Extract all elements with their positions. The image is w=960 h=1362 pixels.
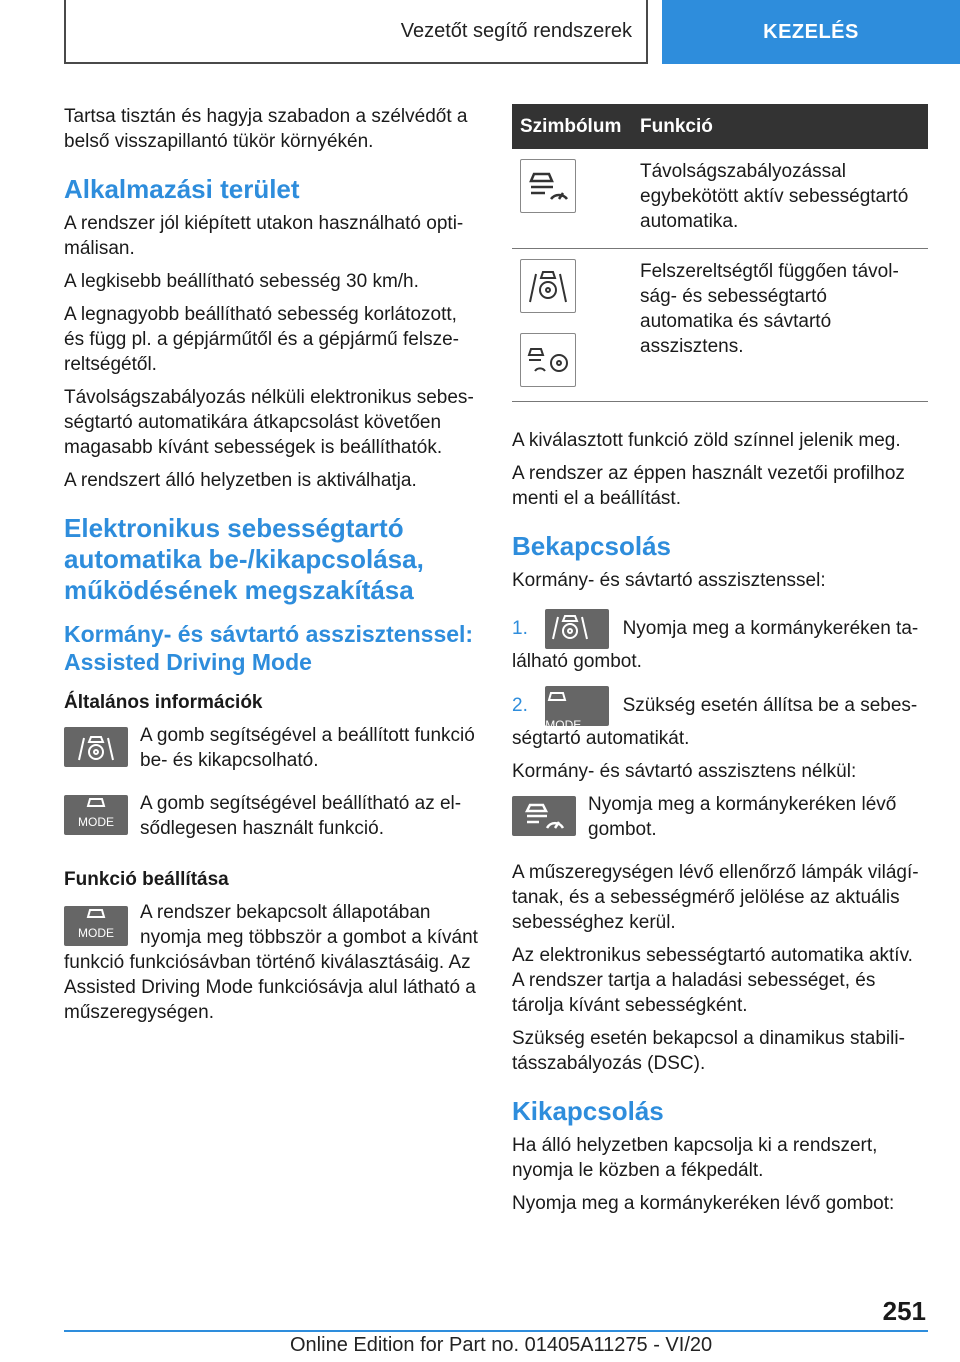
mode-label: MODE [78, 814, 114, 829]
paragraph: A műszeregységen lévő ellenőrző lámpák világítanak, és a sebességmérő jelölése az aktuális sebességhez kerül. [512, 862, 919, 933]
heading-bekapcsolas: Bekapcsolás [512, 531, 671, 561]
step-text: Nyomja meg a kormánykeréken található gombot. [512, 618, 919, 672]
paragraph: Szükség esetén bekapcsol a dinamikus stabilitásszabályozás (DSC). [512, 1028, 905, 1074]
left-column [64, 104, 480, 1033]
steering-distance-icon [520, 333, 576, 387]
right-column [512, 104, 928, 1224]
distance-control-icon [520, 159, 576, 213]
table-cell-function: Felszereltségtől függően távolság- és sebességtartó automatika és sávtartó asszisztens. [632, 249, 928, 402]
step-1 [512, 609, 928, 674]
paragraph: A kiválasztott funkció zöld színnel jelenik meg. [512, 430, 901, 451]
heading-kormany: Kormány- és sávtartó asszisztenssel: Assisted Driving Mode [64, 621, 474, 675]
heading-altalanos: Általános információk [64, 692, 263, 713]
info-text: A gomb segítségével a beállított funkció be- és kikapcsolható. [140, 725, 475, 771]
paragraph: A rendszer az éppen használt vezetői profilhoz menti el a beállítást. [512, 463, 905, 509]
table-cell-function: Távolságszabályozással egybekötött aktív sebességtartó automatika. [632, 149, 928, 249]
header-section-title: Vezetőt segítő rendszerek [400, 19, 632, 42]
symbol-table [512, 104, 928, 402]
funkcio-text: A rendszer bekapcsolt állapotában nyomja meg többször a gombot a kívánt funkció funkciósávban történő kiválasztásáig. Az Assisted Driving Mode funkciósávja alul látható a műszeregységen. [64, 902, 478, 1023]
funkcio-block [64, 900, 480, 1025]
paragraph: Kormány- és sávtartó asszisztenssel: [512, 570, 826, 591]
header-section-box [64, 0, 648, 64]
info-row-assist [64, 723, 480, 777]
mode-label: MODE [78, 925, 114, 940]
paragraph: Kormány- és sávtartó asszisztens nélkül: [512, 761, 857, 782]
steering-assist-icon [520, 259, 576, 313]
steering-assist-icon [545, 609, 609, 649]
mode-label: MODE [545, 718, 582, 732]
table-header-row [512, 104, 928, 149]
paragraph: Távolságszabályozás nélküli elektronikus sebességtartó automatikára átkapcsolást követően magasabb kívánt sebességek is beállíthatók. [64, 387, 474, 458]
paragraph: A rendszer jól kiépített utakon használható optimálisan. [64, 213, 464, 259]
step-number: 1. [512, 618, 528, 640]
press-button-row [512, 792, 928, 846]
paragraph: Ha álló helyzetben kapcsolja ki a rendszert, nyomja le közben a fékpedált. [512, 1135, 878, 1181]
step-number: 2. [512, 695, 528, 717]
heading-funkcio: Funkció beállítása [64, 869, 229, 890]
table-header-symbol: Szimbólum [512, 104, 632, 149]
info-row-mode [64, 791, 480, 845]
table-row [512, 249, 928, 402]
distance-control-icon [512, 796, 576, 836]
info-text: Nyomja meg a kormánykeréken lévő gombot. [588, 794, 897, 840]
header-chapter-tab[interactable] [662, 0, 960, 64]
paragraph: A legkisebb beállítható sebesség 30 km/h. [64, 271, 419, 292]
paragraph: Az elektronikus sebességtartó automatika aktív. A rendszer tartja a haladási sebességet, és tárolja kívánt sebességként. [512, 945, 913, 1016]
paragraph: Nyomja meg a kormánykeréken lévő gombot: [512, 1193, 895, 1214]
heading-elektronikus: Elektronikus sebességtartó automatika be-/kikapcsolása, működésének megszakítása [64, 513, 424, 605]
step-text: Szükség esetén állítsa be a sebességtartó automatikát. [512, 695, 918, 749]
step-2 [512, 686, 928, 751]
header-chapter-label: KEZELÉS [763, 20, 859, 43]
table-row [512, 149, 928, 249]
paragraph: A legnagyobb beállítható sebesség korlátozott, és függ pl. a gépjárműtől és a gépjármű felszereltségétől. [64, 304, 459, 375]
mode-button-icon [545, 686, 609, 732]
info-text: A gomb segítségével beállítható az elsődlegesen használt funkció. [140, 793, 462, 839]
footer-divider [64, 1330, 928, 1332]
steering-assist-icon [64, 727, 128, 767]
mode-button-icon [64, 795, 128, 835]
intro-text: Tartsa tisztán és hagyja szabadon a szélvédőt a belső visszapillantó tükör környékén. [64, 106, 468, 152]
footer-edition: Online Edition for Part no. 01405A11275 - VI/20 [290, 1334, 713, 1356]
page-number: 251 [882, 1296, 926, 1326]
mode-button-icon [64, 906, 128, 946]
table-cell-symbol [512, 149, 632, 249]
table-cell-symbol [512, 249, 632, 402]
heading-kikapcsolas: Kikapcsolás [512, 1096, 664, 1126]
heading-alkalmazasi: Alkalmazási terület [64, 174, 300, 204]
table-header-function: Funkció [632, 104, 928, 149]
paragraph: A rendszert álló helyzetben is aktiválhatja. [64, 470, 417, 491]
